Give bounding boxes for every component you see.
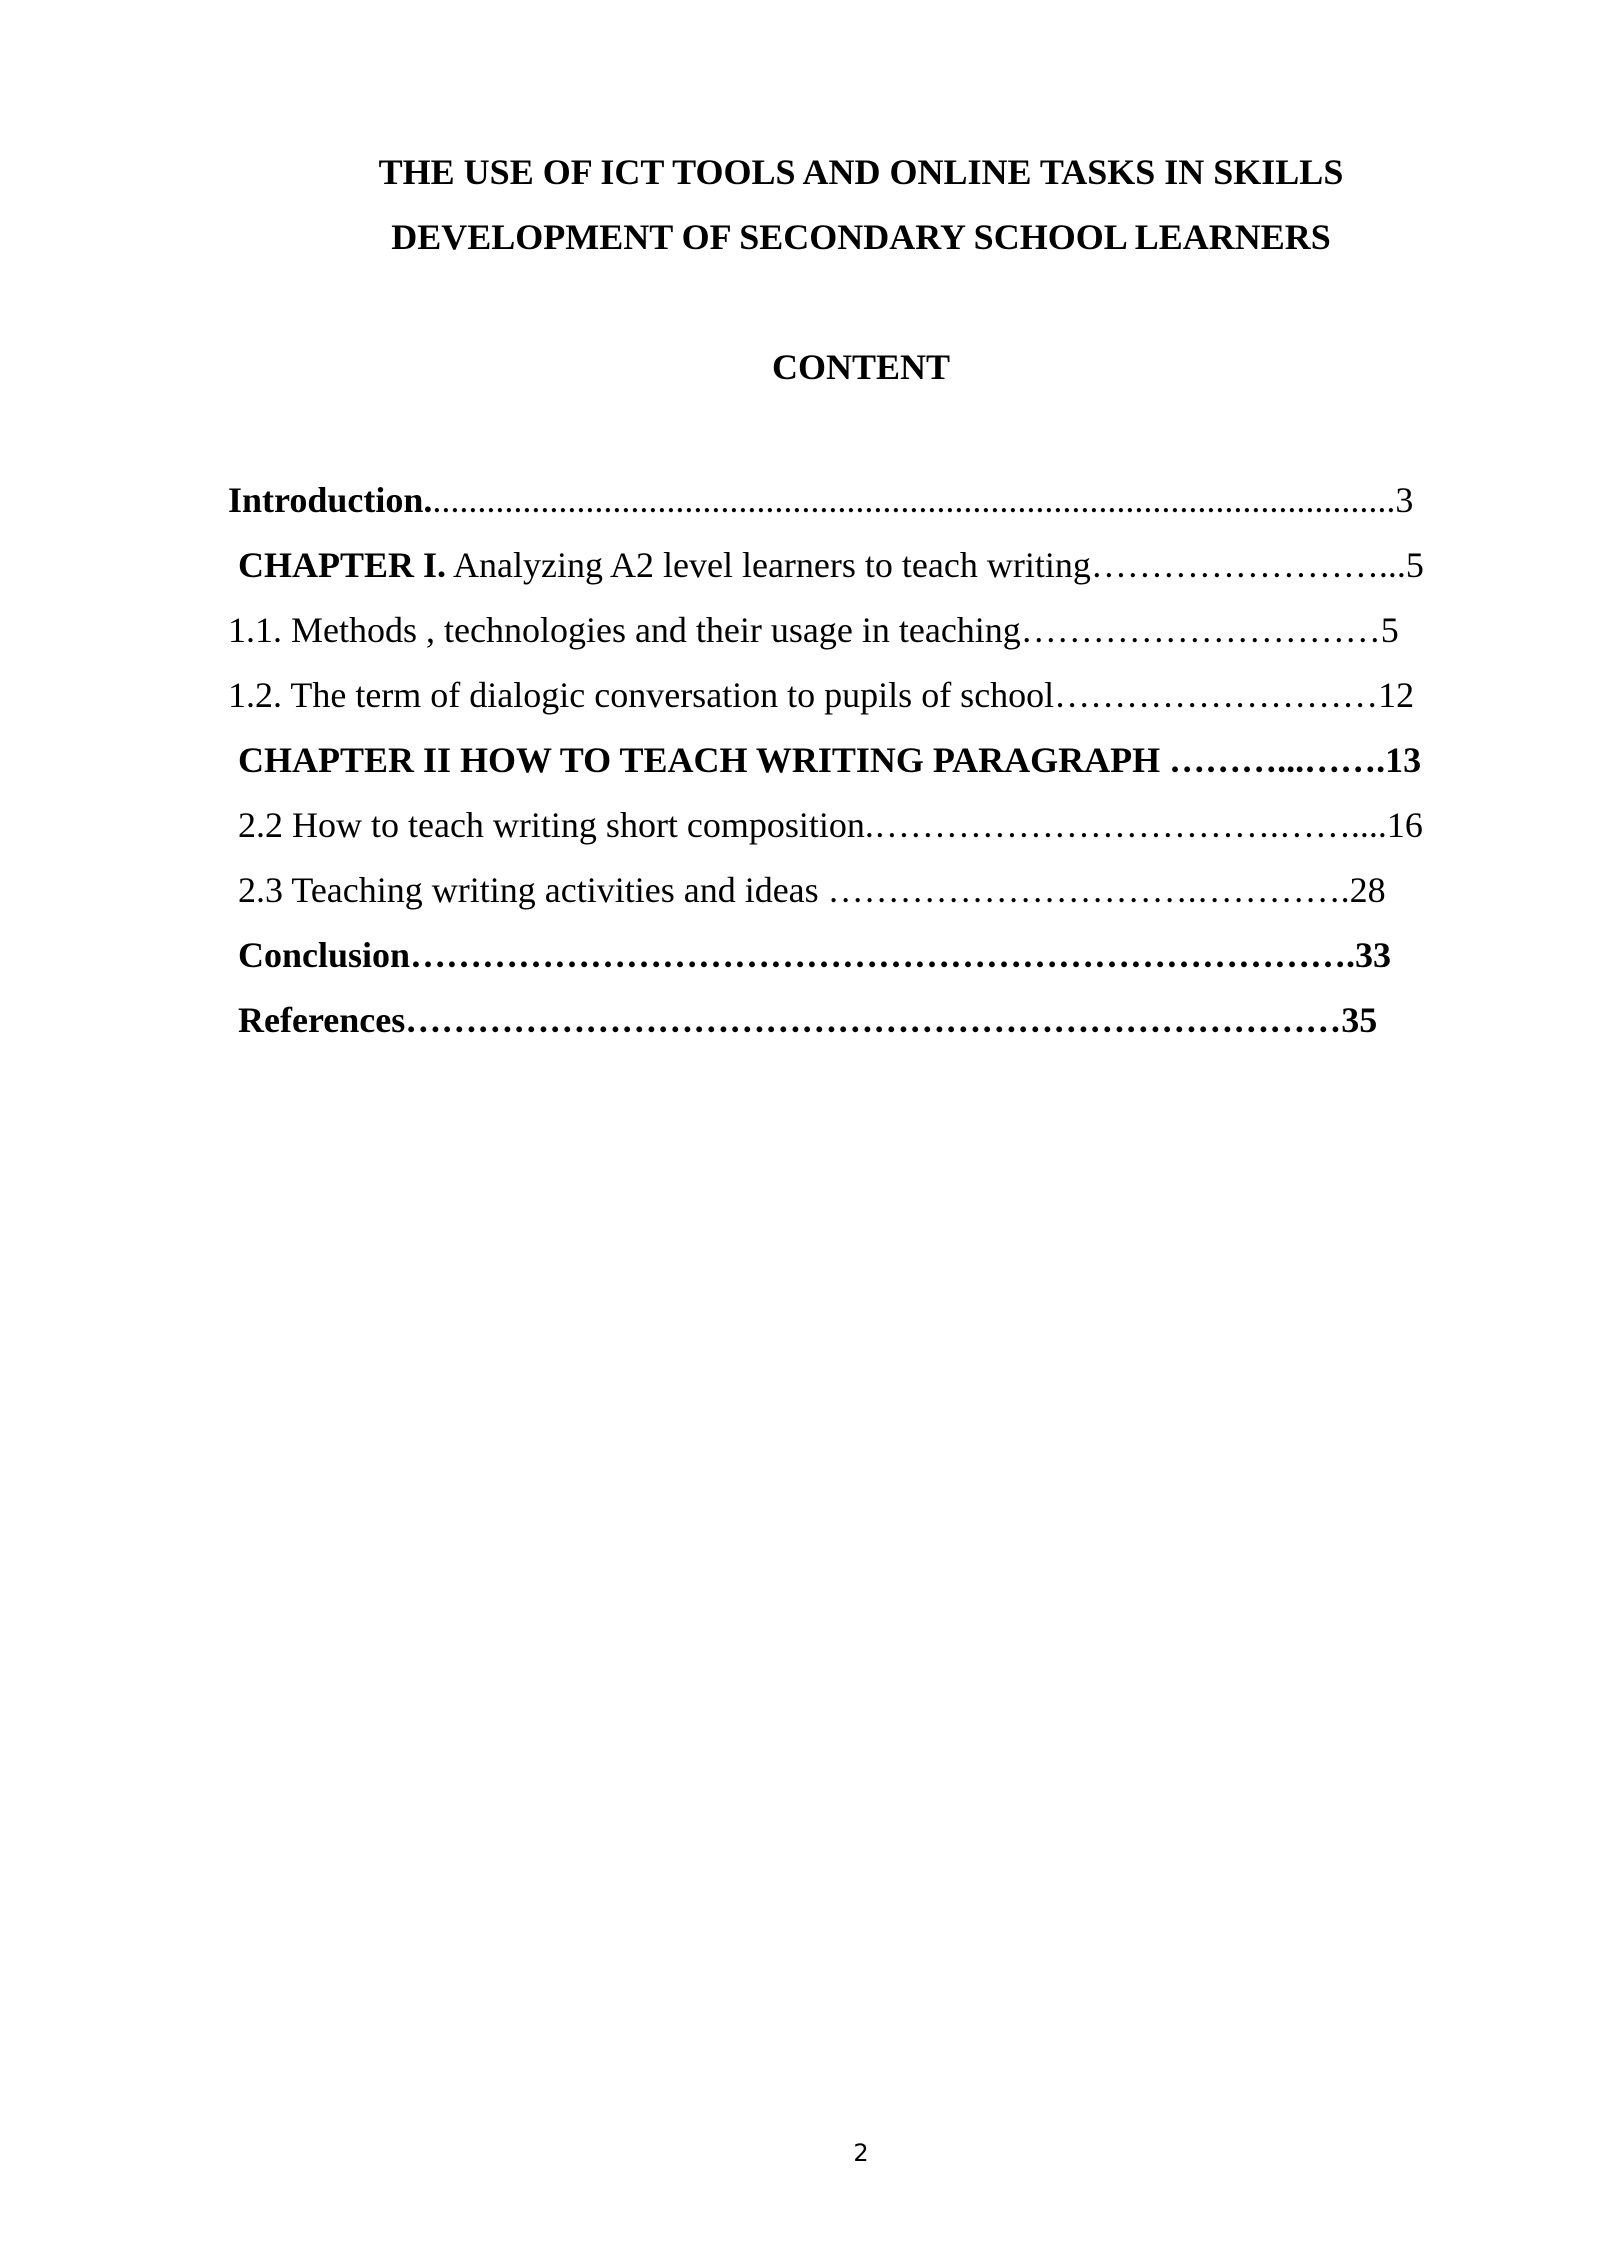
toc-entry-text: 1.1. Methods , technologies and their usage in teaching…………………………5 [228, 610, 1399, 650]
document-title-line-1: THE USE OF ICT TOOLS AND ONLINE TASKS IN SKILLS [378, 152, 1344, 192]
toc-entry-text: 2.2 How to teach writing short composition.…………………………….……....16 [238, 805, 1423, 845]
toc-entry-text: 2.3 Teaching writing activities and ideas ………………………….………….28 [238, 870, 1386, 910]
document-title-line-2: DEVELOPMENT OF SECONDARY SCHOOL LEARNERS [391, 217, 1331, 257]
toc-entry-introduction [228, 478, 1413, 522]
toc-entry-chapter-1 [238, 543, 1424, 587]
toc-entry-references [238, 998, 1377, 1042]
toc-entry-conclusion [238, 933, 1391, 977]
toc-entry-chapter-2 [238, 738, 1421, 782]
toc-entry-bold-label: Conclusion…………………………………………………………………….33 [238, 935, 1392, 975]
toc-entry-section-1-2 [228, 673, 1414, 717]
toc-entry-text: Analyzing A2 level learners to teach writing……………………...5 [446, 545, 1424, 585]
toc-entry-bold-label: CHAPTER II HOW TO TEACH WRITING PARAGRAPH ………...…….13 [238, 740, 1422, 780]
toc-entry-section-1-1 [228, 608, 1399, 652]
toc-entry-section-2-3 [238, 868, 1386, 912]
toc-entry-text: 1.2. The term of dialogic conversation to pupils of school………………………12 [228, 675, 1415, 715]
toc-entry-bold-label: CHAPTER I. [238, 545, 447, 585]
toc-entry-bold-label: References……………………………………………………………………35 [238, 1000, 1378, 1040]
toc-entry-text: ...........................................................................................................3 [432, 480, 1414, 520]
content-heading: CONTENT [771, 347, 951, 387]
toc-entry-bold-label: Introduction. [228, 480, 433, 520]
page-number: 2 [853, 2139, 869, 2167]
toc-entry-section-2-2 [238, 803, 1423, 847]
